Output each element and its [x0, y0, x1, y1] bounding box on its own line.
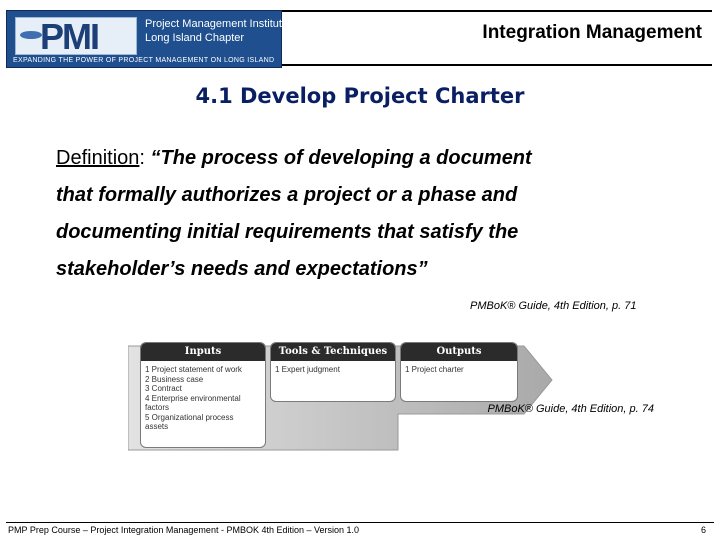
logo-org-name [145, 17, 288, 45]
footer-course-text: PMP Prep Course – Project Integration Management - PMBOK 4th Edition – Version 1.0 [8, 525, 360, 535]
pmi-logo-mark [15, 17, 137, 55]
header-top-rule [282, 10, 712, 12]
tool-item: 1 Expert judgment [275, 365, 340, 374]
pmi-logo-banner [6, 10, 289, 68]
inputs-panel [140, 342, 266, 448]
input-item: assets [145, 422, 169, 431]
definition-colon: : [139, 147, 145, 169]
input-item: 5 Organizational process [145, 412, 234, 422]
definition-text-1: “The process of developing a document [150, 147, 532, 169]
citation-pmbok-74: PMBoK® Guide, 4th Edition, p. 74 [487, 403, 654, 415]
header-bottom-rule [282, 64, 712, 66]
definition-line-3: documenting initial requirements that satisfy the [56, 221, 519, 243]
footer-rule [6, 522, 714, 523]
outputs-panel [400, 342, 518, 402]
definition-line-1 [56, 140, 696, 177]
output-item: 1 Project charter [405, 365, 464, 374]
outputs-header: Outputs [401, 343, 517, 361]
tools-header: Tools & Techniques [271, 343, 395, 361]
outputs-list [401, 361, 517, 375]
logo-org-line1: Project Management Institute [145, 18, 289, 30]
inputs-header: Inputs [141, 343, 265, 361]
logo-tagline: EXPANDING THE POWER OF PROJECT MANAGEMENT ON LONG ISLAND [13, 57, 275, 64]
definition-line-4: stakeholder’s needs and expectations” [56, 258, 428, 280]
input-item: 2 Business case [145, 374, 204, 384]
definition-label: Definition [56, 147, 140, 169]
page-number: 6 [700, 525, 706, 535]
logo-org-line2: Long Island Chapter [145, 32, 245, 44]
citation-pmbok-71: PMBoK® Guide, 4th Edition, p. 71 [470, 300, 637, 312]
process-diagram [128, 338, 558, 454]
input-item: factors [145, 403, 170, 412]
tools-panel [270, 342, 396, 402]
tools-list [271, 361, 395, 375]
pmi-logo-letters: PMI [40, 16, 99, 57]
input-item: 1 Project statement of work [145, 365, 242, 374]
definition-line-2: that formally authorizes a project or a phase and [56, 184, 518, 206]
input-item: 3 Contract [145, 384, 182, 393]
definition-block [56, 140, 696, 288]
slide-title: 4.1 Develop Project Charter [195, 84, 525, 108]
header-title: Integration Management [482, 22, 702, 43]
inputs-list [141, 361, 265, 432]
logo-swoosh-icon [20, 31, 42, 39]
input-item: 4 Enterprise environmental [145, 393, 241, 403]
